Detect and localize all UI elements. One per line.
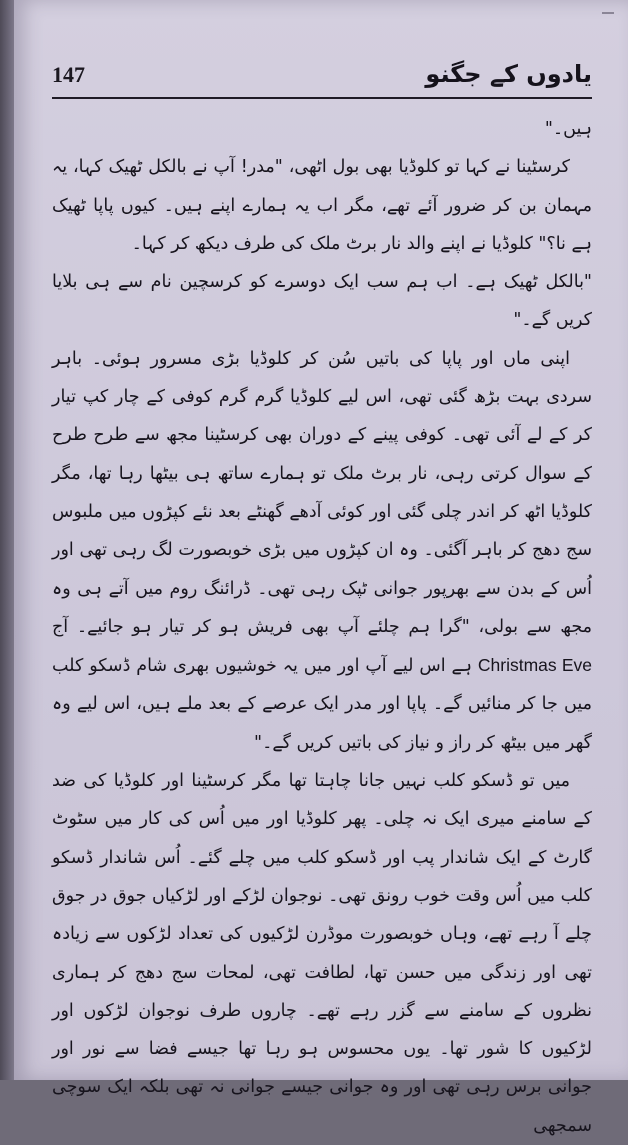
book-spine-shadow bbox=[0, 0, 14, 1080]
paragraph-1: ہیں۔" bbox=[544, 119, 592, 139]
paragraph-4 bbox=[52, 340, 592, 762]
body-text bbox=[52, 110, 592, 1145]
paragraph-3: "بالکل ٹھیک ہے۔ اب ہم سب ایک دوسرے کو کرسچین نام سے ہی بلایا کریں گے۔" bbox=[52, 272, 592, 331]
header-rule bbox=[52, 97, 592, 99]
page-header bbox=[52, 60, 592, 100]
corner-mark bbox=[602, 12, 614, 20]
christmas-eve-text: Christmas Eve bbox=[477, 655, 592, 676]
paragraph-4-part-2: ہے اس لیے آپ اور میں یہ خوشیوں بھری شام ڈسکو کلب میں جا کر منائیں گے۔ پاپا اور مدر ایک عرصے کے بعد ملے ہیں، اس لیے وہ گھر میں بیٹھ کر راز و نیاز کی باتیں کریں گے۔" bbox=[52, 656, 592, 753]
paragraph-5: میں تو ڈسکو کلب نہیں جانا چاہتا تھا مگر کرسٹینا اور کلوڈیا کی ضد کے سامنے میری ایک نہ چلی۔ پھر کلوڈیا اور میں اُس کی کار میں سٹوٹ گارٹ کے ایک شاندار پب اور ڈسکو کلب میں چلے گئے۔ اُس شاندار ڈسکو کلب میں اُس وقت خوب رونق تھی۔ نوجوان لڑکے اور لڑکیاں جوق در جوق چلے آ رہے تھے، وہاں خوبصورت موڈرن لڑکیوں کی تعداد لڑکوں سے زیادہ تھی اور زندگی میں حسن تھا، لطافت تھی، لمحات سج دھج کر ہماری نظروں کے سامنے سے گزر رہے تھے۔ چاروں طرف نوجوان لڑکوں اور لڑکیوں کا شور تھا۔ یوں محسوس ہو رہا تھا جیسے فضا سے نور اور جوانی برس رہی تھی اور وہ جوانی جیسے جوانی نہ تھی بلکہ ایک سوچی سمجھی bbox=[52, 771, 592, 1136]
paragraph-2: کرسٹینا نے کہا تو کلوڈیا بھی بول اٹھی، "مدر! آپ نے بالکل ٹھیک کہا، یہ مہمان بن کر ضرور آئے تھے، مگر اب یہ ہمارے اپنے ہیں۔ کیوں پاپا ٹھیک ہے نا؟" کلوڈیا نے اپنے والد نار برٹ ملک کی طرف دیکھ کر کہا۔ bbox=[52, 157, 592, 254]
page-number: 147 bbox=[52, 62, 85, 87]
paragraph-4-part-1: اپنی ماں اور پاپا کی باتیں سُن کر کلوڈیا بڑی مسرور ہوئی۔ باہر سردی بہت بڑھ گئی تھی، اس لیے کلوڈیا گرم گرم کوفی کے چار کپ تیار کر کے لے آئی تھی۔ کوفی پینے کے دوران بھی کرسٹینا مجھ سے طرح طرح کے سوال کرتی رہی، نار برٹ ملک تو ہمارے ساتھ ہی بیٹھا رہا تھا، مگر کلوڈیا اٹھ کر اندر چلی گئی اور کوئی آدھے گھنٹے بعد نئے کپڑوں میں ملبوس سج دھج کر باہر آگئی۔ وہ ان کپڑوں میں بڑی خوبصورت لگ رہی تھی اور اُس کے بدن سے بھرپور جوانی ٹپک رہی تھی۔ ڈرائنگ روم میں آتے ہی وہ مجھ سے بولی، "گرا ہم چلئے آپ بھی فریش ہو کر تیار ہو جائیے۔ آج bbox=[52, 348, 592, 637]
running-title: یادوں کے جگنو bbox=[425, 60, 592, 88]
